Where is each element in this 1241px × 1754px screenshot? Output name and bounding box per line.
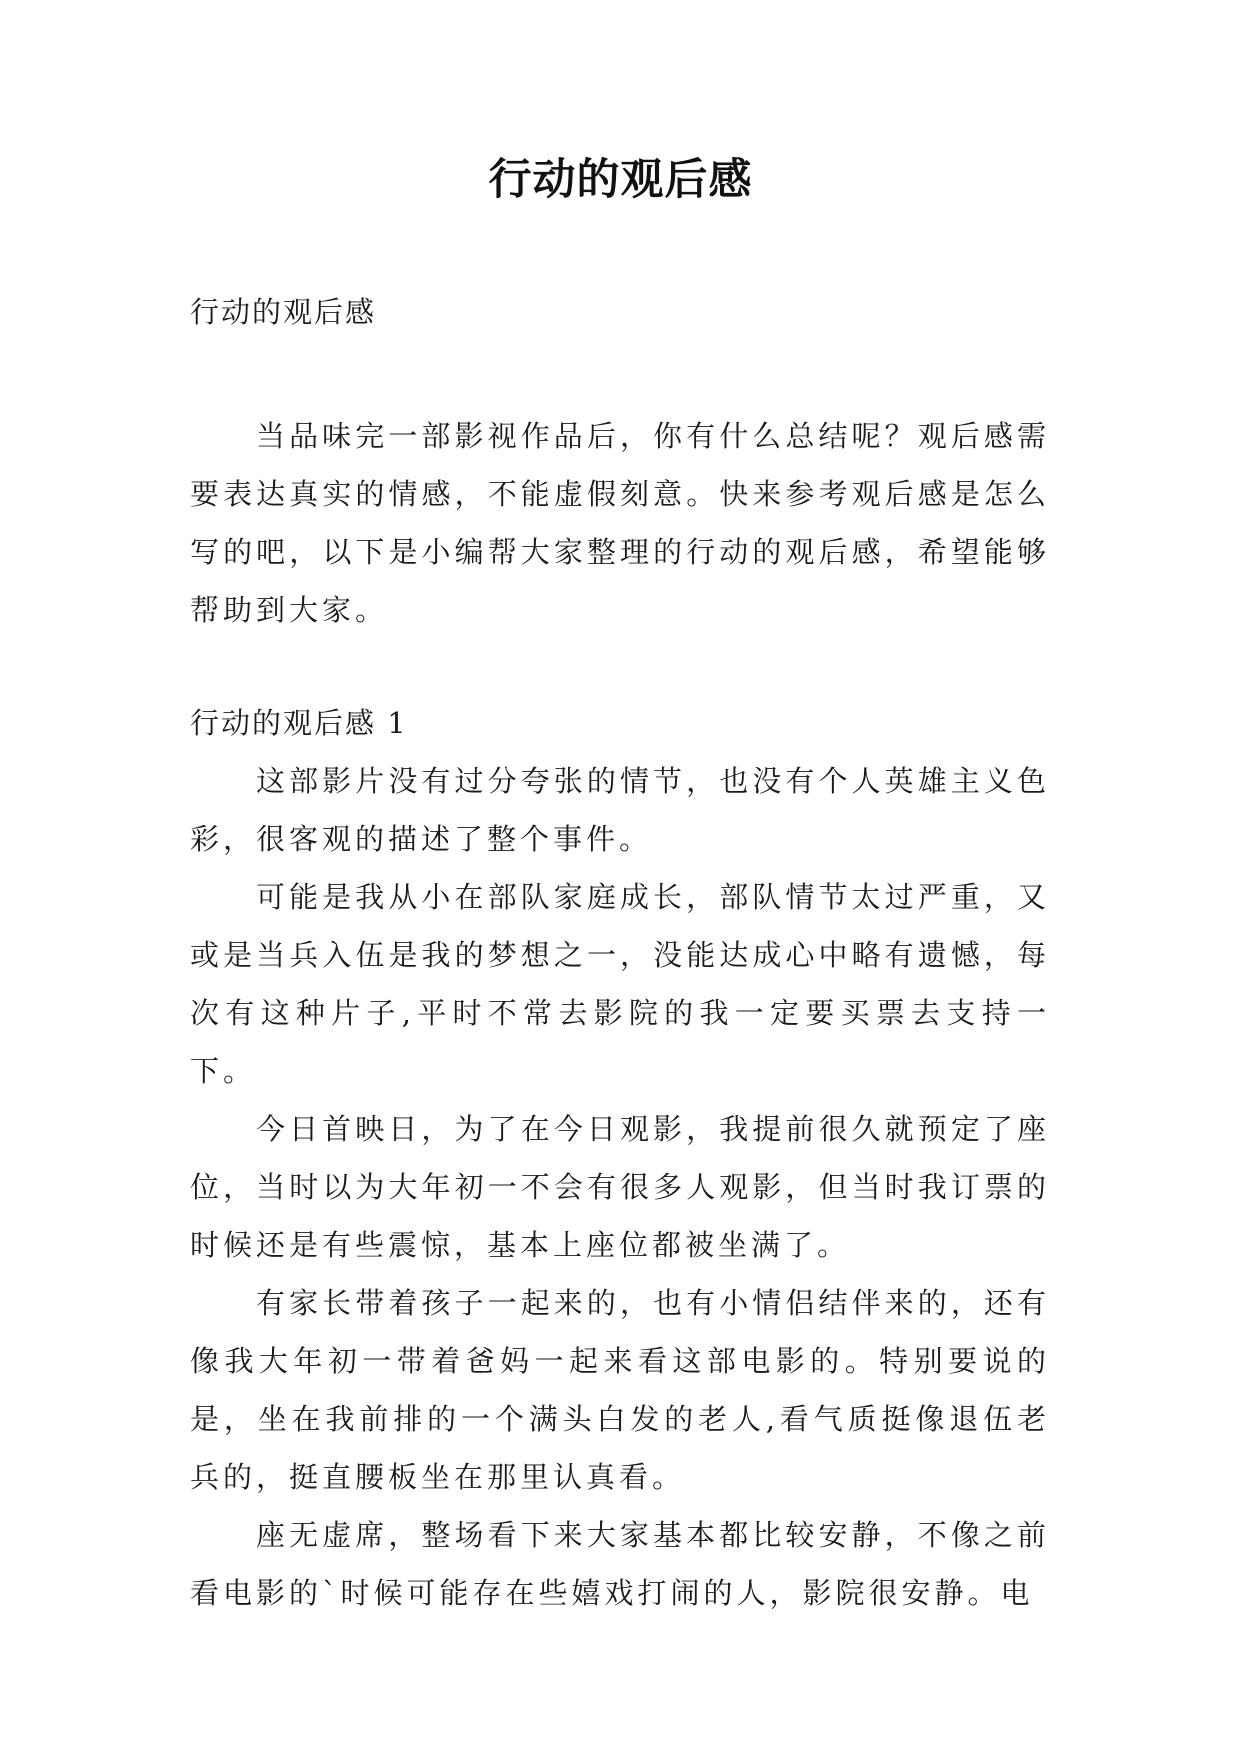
paragraph: 这部影片没有过分夸张的情节，也没有个人英雄主义色彩，很客观的描述了整个事件。 [190, 764, 1050, 856]
paragraph: 今日首映日，为了在今日观影，我提前很久就预定了座位，当时以为大年初一不会有很多人观影，但当时我订票的时候还是有些震惊，基本上座位都被坐满了。 [190, 1112, 1050, 1262]
section-heading: 行动的观后感 1 [190, 706, 408, 740]
paragraph: 有家长带着孩子一起来的，也有小情侣结伴来的，还有像我大年初一带着爸妈一起来看这部电影的。特别要说的是，坐在我前排的一个满头白发的老人,看气质挺像退伍老兵的，挺直腰板坐在那里认真看。 [190, 1286, 1050, 1494]
section-body [190, 752, 1050, 1622]
document-subtitle: 行动的观后感 [190, 295, 377, 329]
intro-paragraph: 当品味完一部影视作品后，你有什么总结呢？观后感需要表达真实的情感，不能虚假刻意。快来参考观后感是怎么写的吧，以下是小编帮大家整理的行动的观后感，希望能够帮助到大家。 [190, 419, 1050, 627]
intro-block [190, 407, 1050, 639]
paragraph: 座无虚席，整场看下来大家基本都比较安静，不像之前看电影的`时候可能存在些嬉戏打闹的人，影院很安静。电 [190, 1518, 1050, 1610]
paragraph: 可能是我从小在部队家庭成长，部队情节太过严重，又或是当兵入伍是我的梦想之一，没能达成心中略有遗憾，每次有这种片子,平时不常去影院的我一定要买票去支持一下。 [190, 880, 1050, 1088]
document-title: 行动的观后感 [488, 155, 753, 205]
